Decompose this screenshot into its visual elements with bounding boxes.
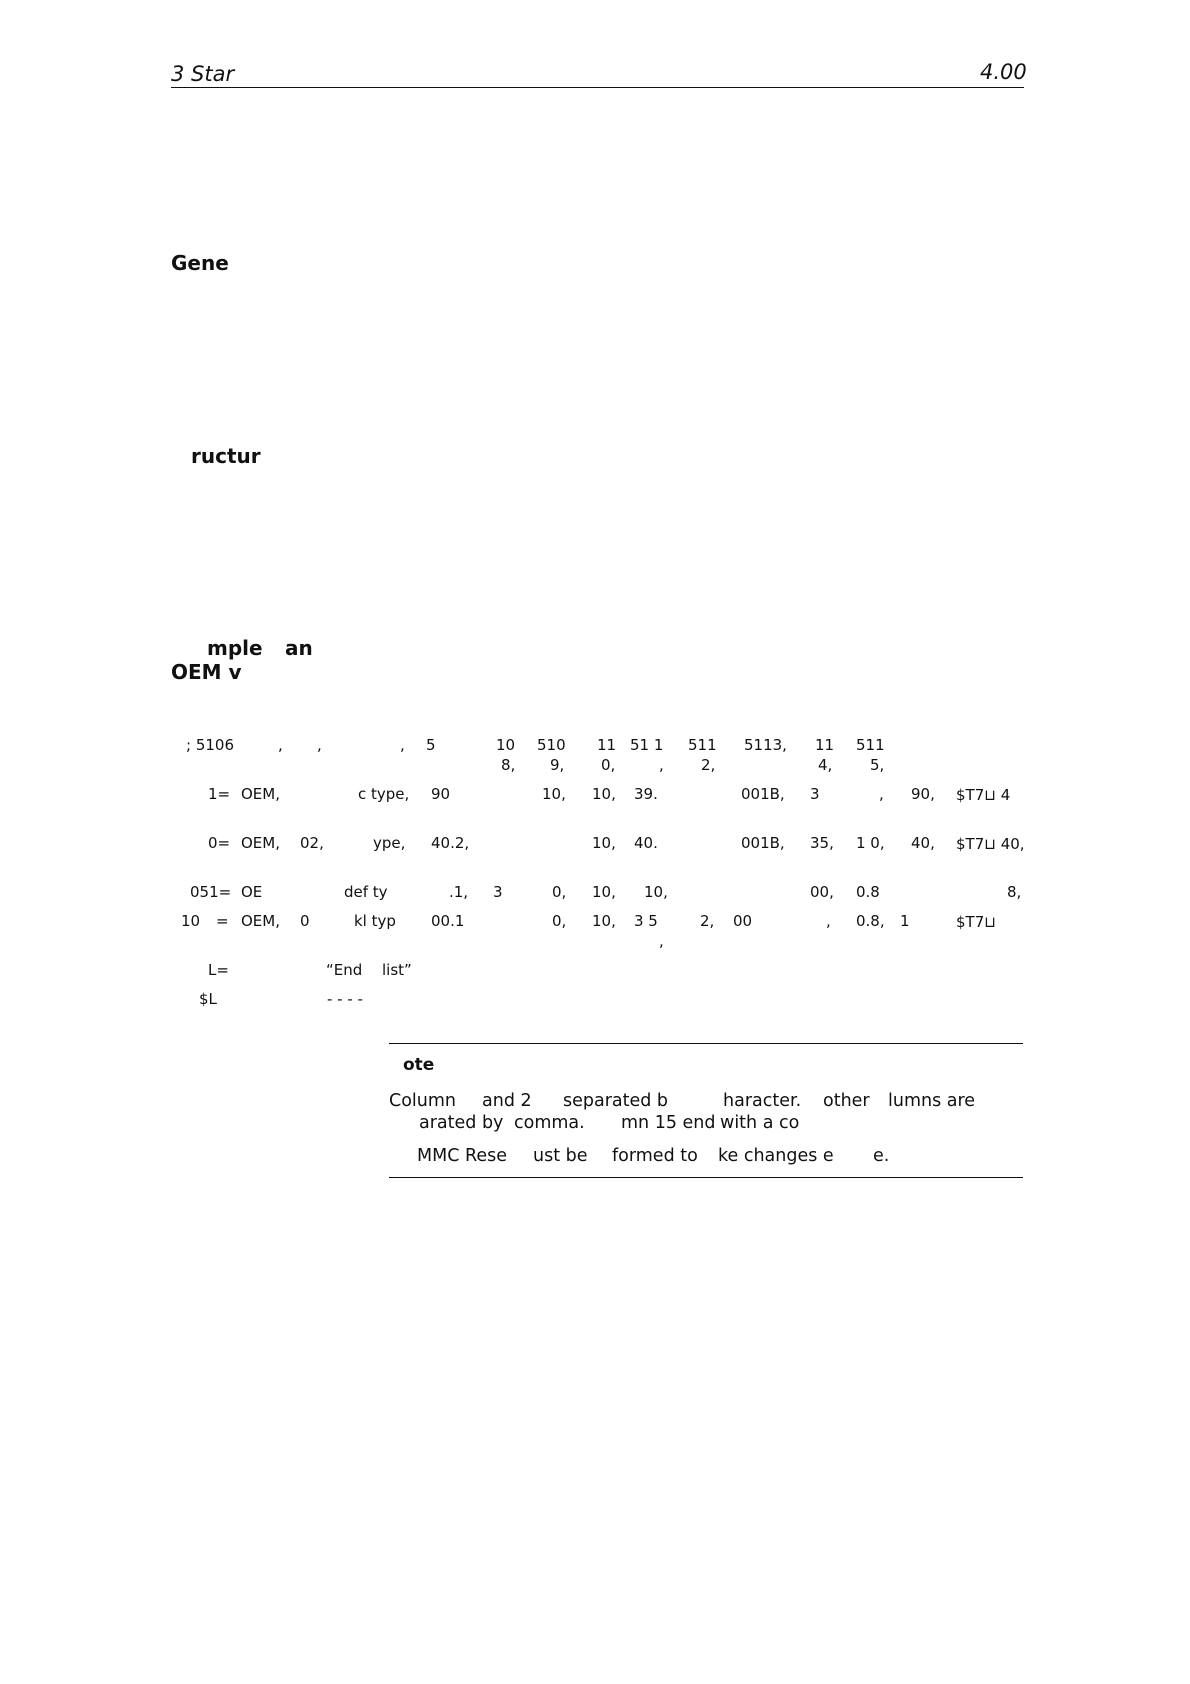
table-cell: 00,	[810, 883, 834, 901]
section-heading-structure: ructur	[191, 444, 261, 468]
table-cell: c type,	[358, 785, 410, 803]
table-cell: OEM,	[241, 834, 280, 852]
table-cell: 40.2,	[431, 834, 470, 852]
section-heading-example-part2: an	[285, 636, 313, 660]
table-cell: 001B,	[741, 834, 785, 852]
table-cell: 11	[597, 736, 617, 754]
table-cell: 0,	[552, 883, 567, 901]
table-cell: 90,	[911, 785, 935, 803]
table-cell: 5113,	[744, 736, 787, 754]
table-cell: 1	[900, 912, 910, 930]
table-cell: 3 5	[634, 912, 658, 930]
table-cell: 40.	[634, 834, 658, 852]
table-cell: 511	[688, 736, 717, 754]
table-cell: 5	[426, 736, 436, 754]
table-cell: 10	[181, 912, 201, 930]
table-cell: ,	[826, 912, 831, 930]
table-cell: 5,	[870, 756, 885, 774]
table-cell: =	[216, 912, 229, 930]
note-text-fragment: ke changes e	[718, 1146, 834, 1166]
table-cell: ,	[317, 736, 322, 754]
section-heading-general: Gene	[171, 251, 229, 275]
table-cell: 39.	[634, 785, 658, 803]
table-cell: 51 1	[630, 736, 664, 754]
section-heading-example-part1: mple	[207, 636, 263, 660]
table-cell: $L	[199, 990, 217, 1008]
table-cell: 90	[431, 785, 451, 803]
table-cell: 35,	[810, 834, 834, 852]
note-text-fragment: and 2	[482, 1091, 532, 1111]
table-cell: 2,	[700, 912, 715, 930]
table-cell: 3	[810, 785, 820, 803]
table-cell: ,	[879, 785, 884, 803]
note-text-fragment: haracter.	[723, 1091, 802, 1111]
note-text-fragment: MMC Rese	[417, 1146, 508, 1166]
table-cell: 0	[300, 912, 310, 930]
note-text-fragment: mn 15 end	[621, 1113, 716, 1133]
table-cell: kl typ	[354, 912, 396, 930]
table-cell: 10,	[592, 912, 616, 930]
table-cell: 4,	[818, 756, 833, 774]
table-cell: 1 0,	[856, 834, 885, 852]
table-cell: 10,	[644, 883, 668, 901]
header-rule	[171, 87, 1024, 88]
running-header-version: 4.00	[980, 60, 1027, 84]
table-cell: “End	[326, 961, 363, 979]
running-header-title: 3 Star	[171, 62, 235, 86]
table-cell: 11	[815, 736, 835, 754]
note-text-fragment: with a co	[720, 1113, 800, 1133]
table-cell: ,	[400, 736, 405, 754]
table-cell: 10,	[542, 785, 566, 803]
table-cell: def ty	[344, 883, 388, 901]
table-cell: ,	[659, 932, 664, 950]
note-top-rule	[389, 1043, 1023, 1044]
table-cell: 10,	[592, 883, 616, 901]
note-title: ote	[403, 1055, 435, 1075]
table-cell: 10,	[592, 834, 616, 852]
table-cell: 10	[496, 736, 516, 754]
note-text-fragment: arated by	[419, 1113, 504, 1133]
table-cell: 10,	[592, 785, 616, 803]
note-text-fragment: lumns are	[888, 1091, 976, 1111]
table-cell: 02,	[300, 834, 324, 852]
note-text-fragment: formed to	[612, 1146, 698, 1166]
table-cell: 510	[537, 736, 566, 754]
note-bottom-rule	[389, 1177, 1023, 1178]
table-cell: L=	[208, 961, 229, 979]
table-cell: OE	[241, 883, 263, 901]
table-cell: 1=	[208, 785, 231, 803]
table-cell: 0.8	[856, 883, 880, 901]
note-text-fragment: other	[823, 1091, 870, 1111]
table-cell: OEM,	[241, 785, 280, 803]
table-cell: 001B,	[741, 785, 785, 803]
note-text-fragment: separated b	[563, 1091, 669, 1111]
table-cell: $T7⊔ 40,	[956, 835, 1025, 853]
table-cell: $T7⊔ 4	[956, 786, 1011, 804]
table-cell: list”	[382, 961, 412, 979]
table-cell: 40,	[911, 834, 935, 852]
table-cell: 00.1	[431, 912, 465, 930]
table-cell: 0,	[552, 912, 567, 930]
table-cell: 8,	[1007, 883, 1022, 901]
table-cell: 0=	[208, 834, 231, 852]
table-cell: 0.8,	[856, 912, 885, 930]
table-cell: 00	[733, 912, 753, 930]
table-cell: 3	[493, 883, 503, 901]
note-text-fragment: e.	[873, 1146, 890, 1166]
table-cell: ,	[659, 756, 664, 774]
table-cell: 9,	[550, 756, 565, 774]
table-cell: 511	[856, 736, 885, 754]
table-cell: .1,	[449, 883, 469, 901]
table-cell: ; 5106	[186, 736, 234, 754]
table-cell: 8,	[501, 756, 516, 774]
table-cell: ype,	[373, 834, 406, 852]
note-text-fragment: comma.	[514, 1113, 585, 1133]
table-cell: - - - -	[327, 990, 363, 1008]
table-cell: 2,	[701, 756, 716, 774]
table-cell: 051=	[190, 883, 232, 901]
table-cell: $T7⊔	[956, 913, 996, 931]
table-cell: OEM,	[241, 912, 280, 930]
table-cell: 0,	[601, 756, 616, 774]
table-cell: ,	[278, 736, 283, 754]
note-text-fragment: Column	[389, 1091, 457, 1111]
note-text-fragment: ust be	[533, 1146, 588, 1166]
section-heading-example-line2: OEM v	[171, 660, 242, 684]
